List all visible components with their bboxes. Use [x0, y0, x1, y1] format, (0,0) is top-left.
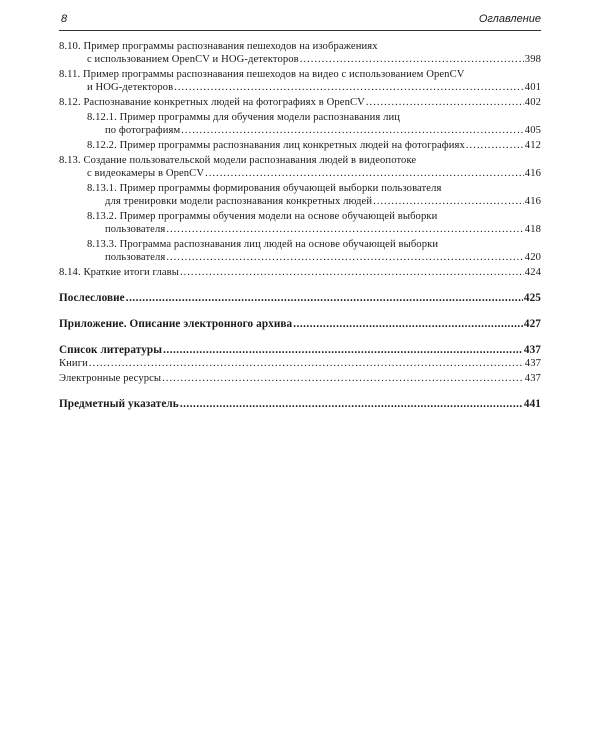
section-page: 427 — [523, 318, 541, 330]
leader-dots — [180, 266, 524, 279]
entry-title: Пример программы распознавания пешеходов на видео с использованием OpenCV — [83, 69, 465, 80]
entry-title: Электронные ресурсы — [59, 373, 162, 384]
leader-dots — [166, 223, 523, 236]
leader-dots — [205, 167, 524, 180]
entry-page: 416 — [524, 168, 541, 179]
leader-dots — [181, 124, 524, 137]
entry-page: 437 — [524, 373, 541, 384]
entry-title-continued: пользователя — [105, 252, 166, 263]
leader-dots — [300, 53, 524, 66]
leader-dots — [163, 344, 523, 357]
entry-title-continued: для тренировки модели распознавания конкретных людей — [105, 196, 373, 207]
leader-dots — [373, 195, 524, 208]
toc-entry-electronic-resources[interactable] — [59, 372, 541, 385]
section-title: Список литературы — [59, 344, 163, 356]
toc-entry-8-13-2[interactable] — [59, 210, 541, 236]
leader-dots — [180, 398, 523, 411]
toc-entry-books[interactable] — [59, 357, 541, 370]
entry-title: Книги — [59, 358, 88, 369]
toc-entry-8-14[interactable] — [59, 266, 541, 279]
leader-dots — [293, 318, 523, 331]
toc-section-appendix[interactable] — [59, 318, 541, 331]
section-title: Послесловие — [59, 292, 125, 304]
entry-page: 437 — [524, 358, 541, 369]
leader-dots — [89, 357, 524, 370]
toc-section-bibliography[interactable] — [59, 344, 541, 357]
entry-page: 398 — [524, 54, 541, 65]
toc-entry-8-13[interactable] — [59, 154, 541, 180]
entry-title: Краткие итоги главы — [83, 267, 179, 278]
leader-dots — [466, 139, 524, 152]
entry-page: 424 — [524, 267, 541, 278]
leader-dots — [166, 251, 523, 264]
entry-title-continued: и HOG-детекторов — [87, 82, 174, 93]
toc-entry-8-13-1[interactable] — [59, 182, 541, 208]
entry-number: 8.13.1. — [87, 183, 117, 194]
entry-page: 418 — [524, 224, 541, 235]
toc-section-index[interactable] — [59, 398, 541, 411]
section-title: Приложение. Описание электронного архива — [59, 318, 293, 330]
entry-number: 8.13. — [59, 155, 81, 166]
toc-entry-8-13-3[interactable] — [59, 238, 541, 264]
entry-number: 8.12. — [59, 97, 81, 108]
toc-entry-8-10[interactable] — [59, 40, 541, 66]
entry-page: 402 — [524, 97, 541, 108]
entry-number: 8.14. — [59, 267, 81, 278]
section-page: 441 — [523, 398, 541, 410]
entry-title: Пример программы формирования обучающей выборки пользователя — [119, 183, 442, 194]
entry-number: 8.12.2. — [87, 140, 117, 151]
entry-title: Пример программы распознавания лиц конкретных людей на фотографиях — [119, 140, 465, 151]
entry-title: Создание пользовательской модели распознавания людей в видеопотоке — [83, 155, 417, 166]
leader-dots — [162, 372, 524, 385]
leader-dots — [366, 96, 524, 109]
running-header — [59, 10, 541, 31]
entry-title: Пример программы обучения модели на основе обучающей выборки — [119, 211, 438, 222]
toc-entry-8-11[interactable] — [59, 68, 541, 94]
toc-entry-8-12-2[interactable] — [59, 139, 541, 152]
entry-title: Пример программы распознавания пешеходов на изображениях — [83, 41, 378, 52]
entry-title: Пример программы для обучения модели распознавания лиц — [119, 112, 401, 123]
entry-number: 8.13.3. — [87, 239, 117, 250]
toc-entry-8-12[interactable] — [59, 96, 541, 109]
entry-number: 8.12.1. — [87, 112, 117, 123]
page-number: 8 — [61, 13, 68, 25]
toc-entry-8-12-1[interactable] — [59, 111, 541, 137]
entry-page: 401 — [524, 82, 541, 93]
section-page: 437 — [523, 344, 541, 356]
entry-title-continued: пользователя — [105, 224, 166, 235]
entry-title-continued: с видеокамеры в OpenCV — [87, 168, 205, 179]
running-title: Оглавление — [478, 13, 541, 25]
entry-page: 405 — [524, 125, 541, 136]
entry-page: 420 — [524, 252, 541, 263]
entry-title: Программа распознавания лиц людей на основе обучающей выборки — [119, 239, 439, 250]
entry-page: 412 — [524, 140, 541, 151]
entry-page: 416 — [524, 196, 541, 207]
toc-section-afterword[interactable] — [59, 292, 541, 305]
entry-number: 8.10. — [59, 41, 81, 52]
entry-title-continued: по фотографиям — [105, 125, 181, 136]
section-page: 425 — [523, 292, 541, 304]
entry-title: Распознавание конкретных людей на фотографиях в OpenCV — [83, 97, 365, 108]
leader-dots — [126, 292, 523, 305]
section-title: Предметный указатель — [59, 398, 179, 410]
entry-title-continued: с использованием OpenCV и HOG-детекторов — [87, 54, 299, 65]
leader-dots — [174, 81, 524, 94]
entry-number: 8.13.2. — [87, 211, 117, 222]
table-of-contents — [59, 40, 541, 411]
entry-number: 8.11. — [59, 69, 81, 80]
